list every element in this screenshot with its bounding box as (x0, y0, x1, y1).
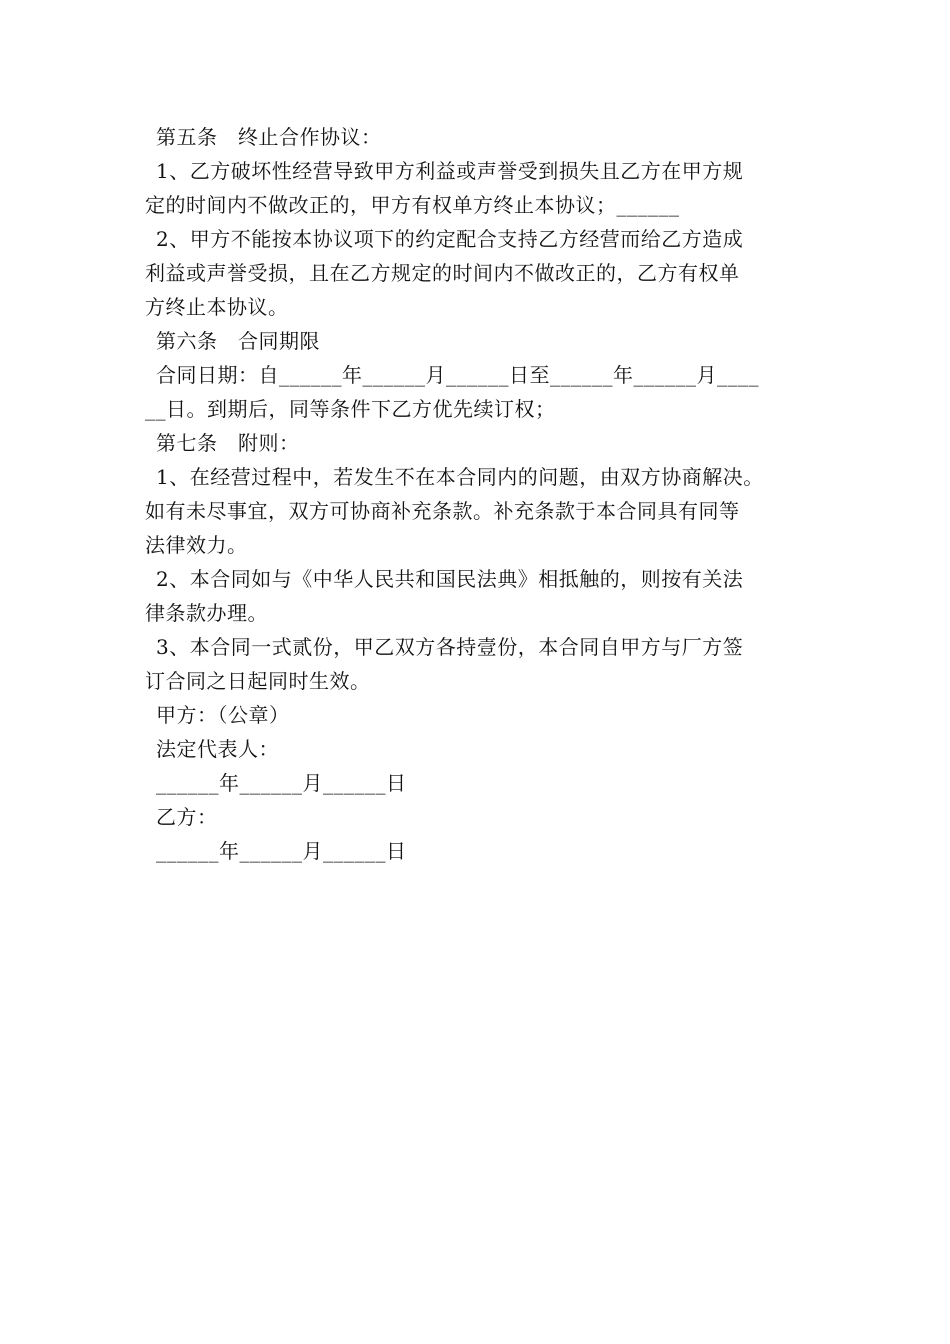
article-5-clause-1: 1、乙方破坏性经营导致甲方利益或声誉受到损失且乙方在甲方规 (156, 159, 744, 183)
article-7-clause-3-cont: 订合同之日起同时生效。 (145, 669, 371, 693)
article-7-clause-3: 3、本合同一式贰份，甲乙双方各持壹份，本合同自甲方与厂方签 (156, 635, 744, 659)
article-7-clause-2: 2、本合同如与《中华人民共和国民法典》相抵触的，则按有关法 (156, 567, 744, 591)
article-5-clause-2: 2、甲方不能按本协议项下的约定配合支持乙方经营而给乙方造成 (156, 227, 744, 251)
article-5-heading: 第五条 终止合作协议： (156, 125, 382, 149)
party-b-label: 乙方： (156, 805, 218, 829)
article-7-clause-1-cont-2: 法律效力。 (145, 533, 248, 557)
contract-date-line-cont: __日。到期后，同等条件下乙方优先续订权； (145, 397, 556, 421)
document-body (145, 120, 825, 868)
article-7-heading: 第七条 附则： (156, 431, 300, 455)
article-5-clause-2-cont-2: 方终止本协议。 (145, 295, 289, 319)
party-a-date: ______年______月______日 (156, 771, 407, 795)
contract-date-line: 合同日期：自______年______月______日至______年______月____ (156, 363, 759, 387)
party-a-seal: 甲方：（公章） (156, 703, 290, 727)
legal-representative: 法定代表人： (156, 737, 279, 761)
article-6-heading: 第六条 合同期限 (156, 329, 320, 353)
article-7-clause-1-cont-1: 如有未尽事宜，双方可协商补充条款。补充条款于本合同具有同等 (145, 499, 740, 523)
article-5-clause-2-cont-1: 利益或声誉受损，且在乙方规定的时间内不做改正的，乙方有权单 (145, 261, 740, 285)
article-7-clause-2-cont: 律条款办理。 (145, 601, 268, 625)
article-5-clause-1-cont: 定的时间内不做改正的，甲方有权单方终止本协议；______ (145, 193, 680, 217)
article-7-clause-1: 1、在经营过程中，若发生不在本合同内的问题，由双方协商解决。 (156, 465, 764, 489)
party-b-date: ______年______月______日 (156, 839, 407, 863)
